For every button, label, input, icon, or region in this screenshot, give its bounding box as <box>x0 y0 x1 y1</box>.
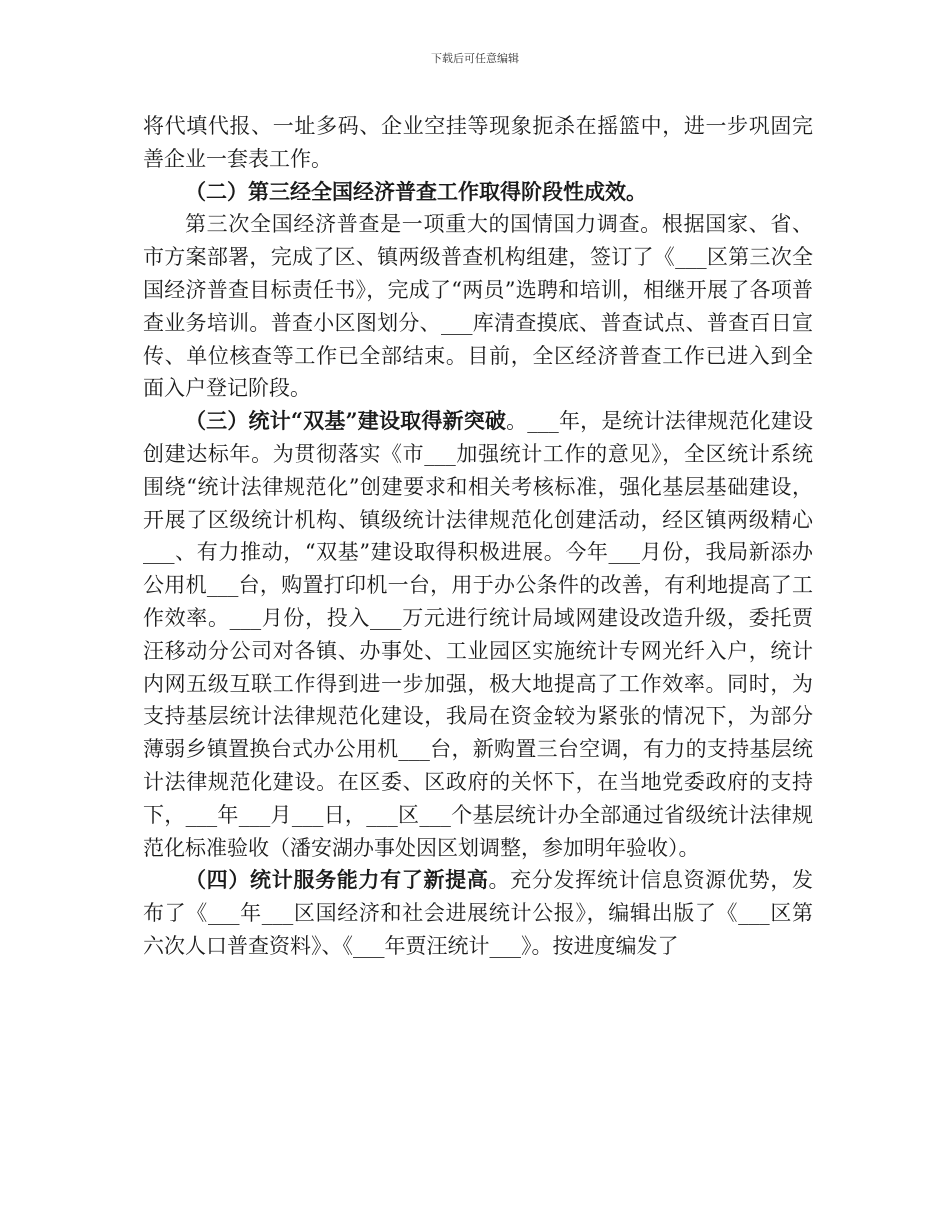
paragraph-continuation <box>143 110 813 176</box>
section-heading-text: （二）第三经全国经济普查工作取得阶段性成效。 <box>185 178 647 204</box>
paragraph-text: 。充分发挥统计信息资源优势，发布了《___年___区国经济和社会进展统计公报》，编辑出版了《___区第六次人口普查资料》、《___年贾汪统计___》。按进度编发了 <box>143 868 813 958</box>
paragraph-text: 第三次全国经济普查是一项重大的国情国力调查。根据国家、省、市方案部署，完成了区、镇两级普查机构组建，签订了《___区第三次全国经济普查目标责任书》，完成了“两员”选聘和培训，相继开展了各项普查业务培训。普查小区图划分、___库清查摸底、普查试点、普查百日宣传、单位核查等工作已全部结束。目前，全区经济普查工作已进入到全面入户登记阶段。 <box>143 212 813 401</box>
paragraph-economic-census <box>143 208 813 405</box>
paragraph-section-3 <box>143 405 813 864</box>
paragraph-section-4 <box>143 864 813 962</box>
document-body <box>143 110 813 963</box>
section-heading-2 <box>143 176 813 209</box>
page-header: 下载后可任意编辑 <box>431 52 519 65</box>
section-heading-text: （四）统计服务能力有了新提高 <box>185 867 489 893</box>
paragraph-text: 将代填代报、一址多码、企业空挂等现象扼杀在摇篮中，进一步巩固完善企业一套表工作。 <box>143 114 813 171</box>
paragraph-text: 。___年，是统计法律规范化建设创建达标年。为贯彻落实《市___加强统计工作的意见》，全区统计系统围绕“统计法律规范化”创建要求和相关考核标准，强化基层基础建设，开展了区级统计机构、镇级统计法律规范化创建活动，经区镇两级精心___、有力推动，“双基”建设取得积极进展。今年___月份，我局新添办公用机___台，购置打印机一台，用于办公条件的改善，有利地提高了工作效率。___月份，投入___万元进行统计局域网建设改造升级，委托贾汪移动分公司对各镇、办事处、工业园区实施统计专网光纤入户，统计内网五级互联工作得到进一步加强，极大地提高了工作效率。同时，为支持基层统计法律规范化建设，我局在资金较为紧张的情况下，为部分薄弱乡镇置换台式办公用机___台，新购置三台空调，有力的支持基层统计法律规范化建设。在区委、区政府的关怀下，在当地党委政府的支持下，___年___月___日，___区___个基层统计办全部通过省级统计法律规范化标准验收（潘安湖办事处因区划调整，参加明年验收）。 <box>143 409 813 860</box>
section-heading-text: （三）统计“双基”建设取得新突破 <box>185 408 507 434</box>
